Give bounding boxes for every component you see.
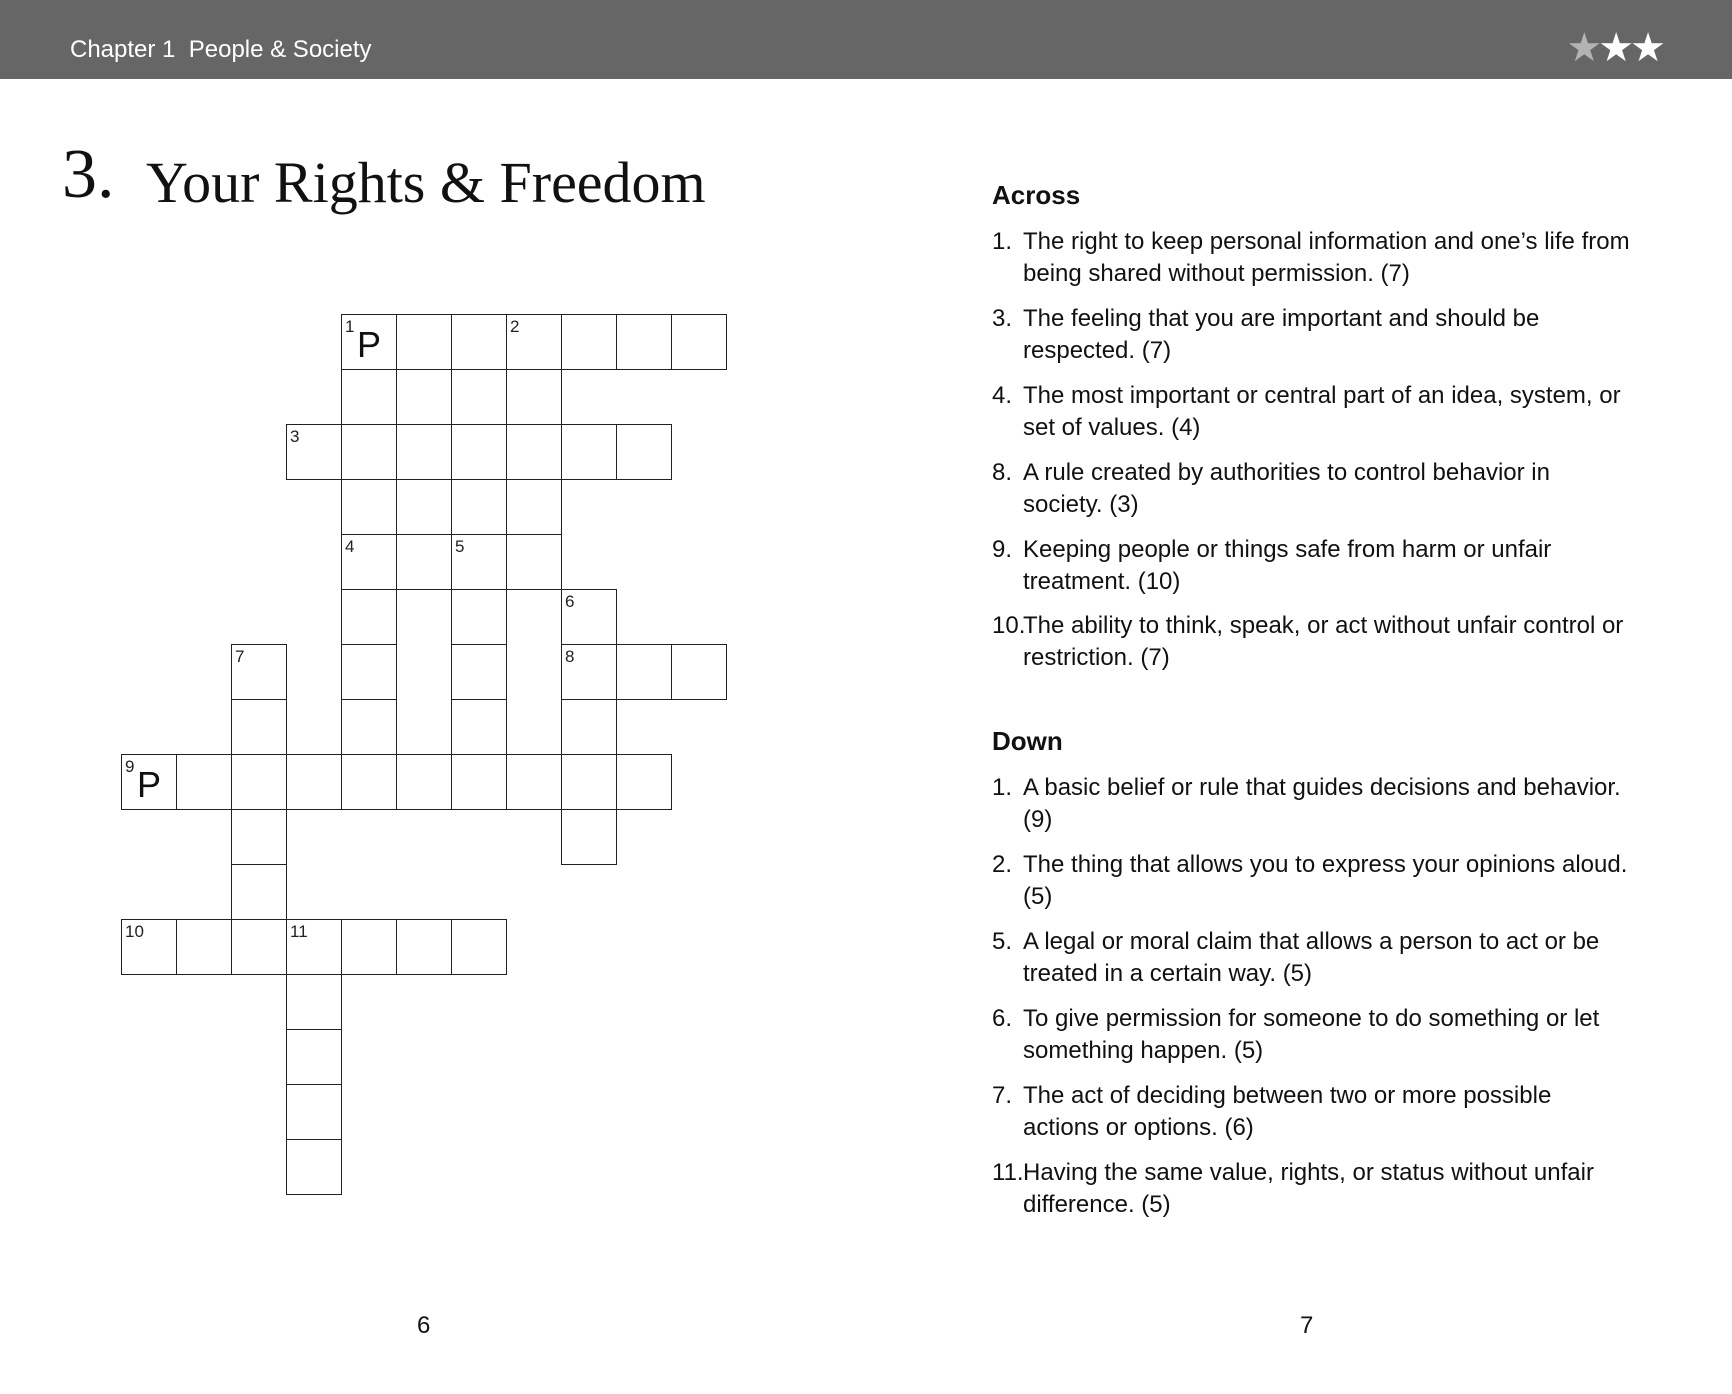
clue-number: 11. [992,1159,1024,1186]
down-clue [992,926,1632,990]
crossword-cell[interactable] [286,1139,342,1195]
crossword-cell[interactable] [451,479,507,535]
page-number-left: 6 [417,1312,431,1339]
crossword-cell[interactable] [451,644,507,700]
clue-number: 7. [992,1082,1013,1109]
cell-letter: P [356,324,381,365]
page-number-right: 7 [1300,1312,1314,1339]
clue-text: A basic belief or rule that guides decisions and behavior. (9) [1023,774,1621,833]
clue-text: Having the same value, rights, or status without unfair difference. (5) [1023,1159,1594,1218]
crossword-cell[interactable] [176,754,232,810]
crossword-cell[interactable] [286,1084,342,1140]
crossword-cell[interactable] [451,699,507,755]
clue-text: To give permission for someone to do something or let something happen. (5) [1023,1005,1600,1064]
crossword-cell[interactable] [506,479,562,535]
crossword-cell[interactable] [396,424,452,480]
clue-number: 10. [992,612,1026,639]
cell-number: 9 [125,757,135,776]
crossword-cell[interactable] [231,644,287,700]
clue-number: 3. [992,305,1013,332]
down-clue [992,1080,1632,1144]
crossword-cell[interactable] [561,314,617,370]
crossword-cell[interactable] [506,314,562,370]
crossword-cell[interactable] [341,424,397,480]
crossword-cell[interactable] [341,479,397,535]
clue-text: The act of deciding between two or more possible actions or options. (6) [1023,1082,1552,1141]
crossword-cell[interactable] [671,314,727,370]
cell-number: 3 [290,427,300,446]
clue-number: 8. [992,459,1013,486]
crossword-cell[interactable] [286,424,342,480]
crossword-cell[interactable] [341,754,397,810]
crossword-cell[interactable] [451,424,507,480]
crossword-cell[interactable] [616,424,672,480]
down-clue [992,1003,1632,1067]
crossword-cell[interactable] [561,644,617,700]
down-clue [992,849,1632,913]
cell-number: 1 [345,317,355,336]
crossword-cell[interactable] [506,369,562,425]
down-heading: Down [992,726,1063,756]
crossword-cell[interactable] [341,534,397,590]
crossword-cell[interactable] [341,369,397,425]
across-clue [992,303,1632,367]
crossword-cell[interactable] [506,424,562,480]
crossword-cell[interactable] [451,314,507,370]
cell-number: 2 [510,317,520,336]
clue-number: 1. [992,774,1013,801]
cell-number: 4 [345,537,355,556]
clue-number: 6. [992,1005,1013,1032]
clue-text: The most important or central part of an idea, system, or set of values. (4) [1023,382,1621,441]
crossword-cell[interactable] [341,919,397,975]
across-clue [992,534,1632,598]
chapter-title: Chapter 1 People & Society [70,36,372,63]
crossword-cell[interactable] [231,754,287,810]
crossword-cell[interactable] [286,974,342,1030]
cell-number: 6 [565,592,575,611]
crossword-cell[interactable] [176,919,232,975]
clue-number: 4. [992,382,1013,409]
crossword-cell[interactable] [506,534,562,590]
clue-text: A rule created by authorities to control behavior in society. (3) [1023,459,1550,518]
crossword-cell[interactable] [396,919,452,975]
crossword-cell[interactable] [506,754,562,810]
crossword-cell[interactable] [121,754,177,810]
crossword-cell[interactable] [616,754,672,810]
puzzle-title: Your Rights & Freedom [146,150,706,215]
crossword-cell[interactable] [396,314,452,370]
crossword-cell[interactable] [341,699,397,755]
clue-text: The feeling that you are important and should be respected. (7) [1023,305,1540,364]
clue-number: 5. [992,928,1013,955]
crossword-cell[interactable] [671,644,727,700]
crossword-cell[interactable] [341,314,397,370]
crossword-cell[interactable] [451,369,507,425]
crossword-cell[interactable] [396,534,452,590]
clue-text: The thing that allows you to express your opinions aloud. (5) [1023,851,1628,910]
clue-text: The right to keep personal information and one’s life from being shared without permission. (7) [1023,228,1630,287]
cell-number: 11 [290,922,308,941]
crossword-cell[interactable] [396,369,452,425]
across-heading: Across [992,180,1081,210]
across-clue [992,226,1632,290]
crossword-cell[interactable] [561,424,617,480]
crossword-cell[interactable] [341,589,397,645]
clue-text: A legal or moral claim that allows a person to act or be treated in a certain way. (5) [1023,928,1600,987]
clue-number: 1. [992,228,1013,255]
crossword-cell[interactable] [231,809,287,865]
crossword-cell[interactable] [561,699,617,755]
clue-text: The ability to think, speak, or act without unfair control or restriction. (7) [1023,612,1624,671]
crossword-cell[interactable] [561,754,617,810]
crossword-cell[interactable] [231,864,287,920]
crossword-cell[interactable] [286,754,342,810]
cell-number: 7 [235,647,245,666]
difficulty-stars [1566,28,1662,68]
clue-number: 9. [992,536,1013,563]
crossword-cell[interactable] [286,919,342,975]
crossword-cell[interactable] [231,919,287,975]
crossword-cell[interactable] [286,1029,342,1085]
across-clue [992,610,1632,674]
cell-number: 8 [565,647,575,666]
crossword-cell[interactable] [561,809,617,865]
star-icon: ★ [1630,26,1662,70]
crossword-cell[interactable] [121,919,177,975]
star-icon: ★ [1598,26,1631,70]
chapter-header-bar [0,0,1732,79]
across-clue [992,457,1632,521]
crossword-cell[interactable] [616,644,672,700]
clue-number: 2. [992,851,1013,878]
down-clue [992,1157,1632,1221]
crossword-cell[interactable] [451,589,507,645]
clue-text: Keeping people or things safe from harm or unfair treatment. (10) [1023,536,1552,595]
cell-letter: P [136,764,161,805]
puzzle-number: 3. [62,136,115,213]
crossword-cell[interactable] [561,589,617,645]
crossword-cell[interactable] [231,699,287,755]
crossword-cell[interactable] [451,534,507,590]
crossword-cell[interactable] [451,919,507,975]
down-clue [992,772,1632,836]
cell-number: 10 [125,922,144,941]
crossword-cell[interactable] [396,754,452,810]
across-clue [992,380,1632,444]
star-icon: ★ [1566,26,1599,70]
crossword-cell[interactable] [451,754,507,810]
cell-number: 5 [455,537,465,556]
crossword-cell[interactable] [341,644,397,700]
crossword-cell[interactable] [616,314,672,370]
crossword-cell[interactable] [396,479,452,535]
